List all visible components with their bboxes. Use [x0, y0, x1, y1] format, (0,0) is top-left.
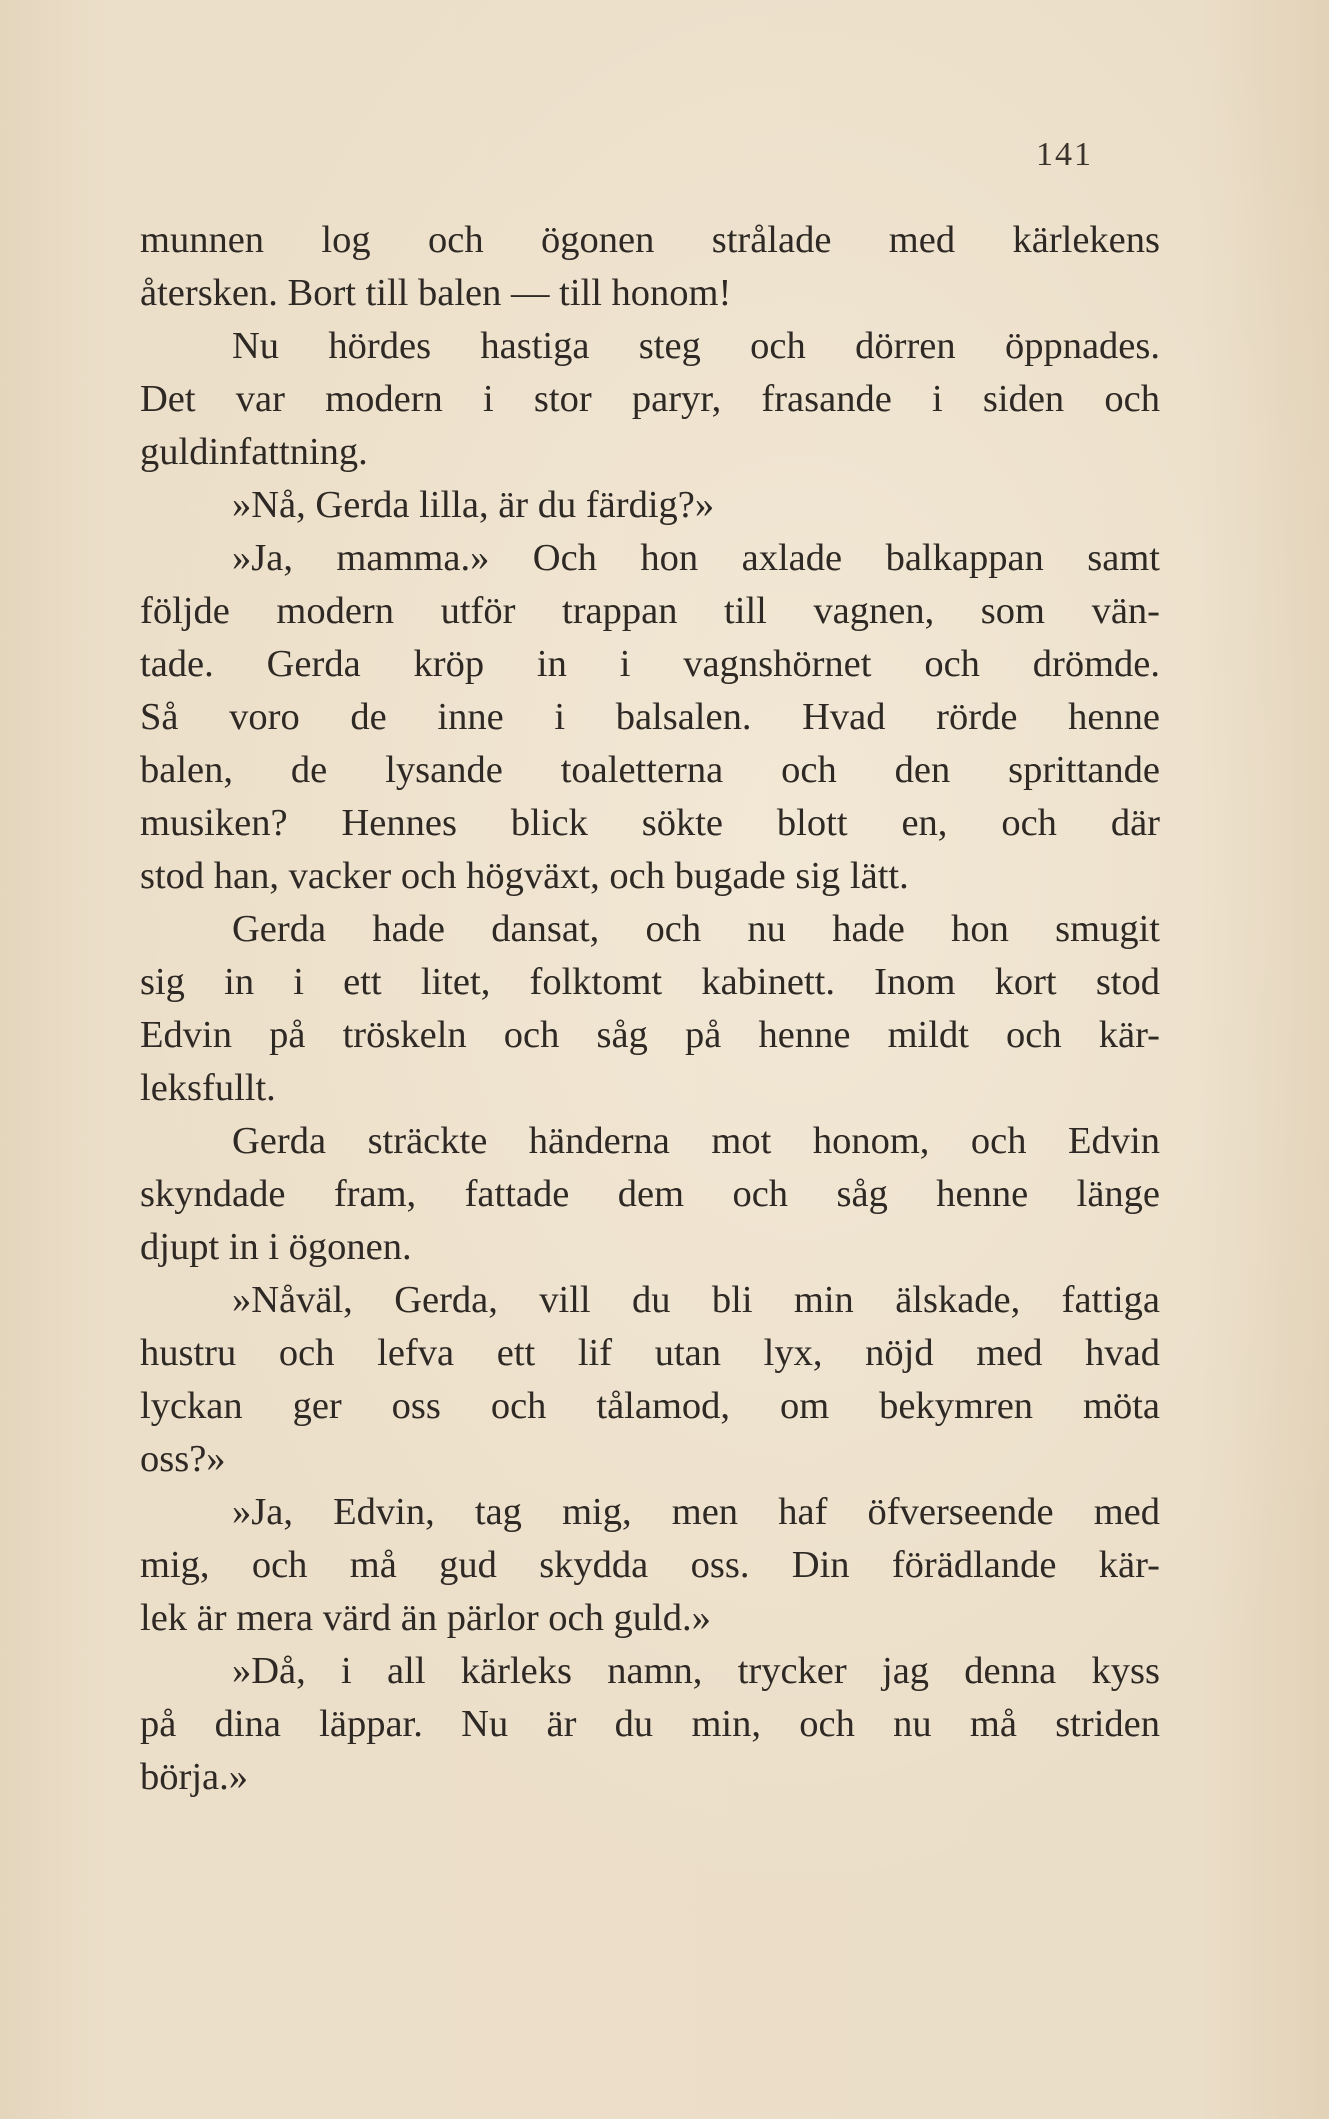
text-line: djupt in i ögonen.: [140, 1226, 412, 1268]
text-line: »Då, i all kärleks namn, trycker jag denna kyss: [232, 1650, 1160, 1692]
paragraph: [140, 1274, 1160, 1486]
text-line: musiken? Hennes blick sökte blott en, och där: [140, 802, 1160, 844]
text-line: börja.»: [140, 1756, 248, 1798]
text-line: sig in i ett litet, folktomt kabinett. Inom kort stod: [140, 961, 1160, 1003]
page-number: 141: [1036, 136, 1093, 173]
text-line: Edvin på tröskeln och såg på henne mildt och kär-: [140, 1014, 1160, 1056]
text-line: guldinfattning.: [140, 431, 368, 473]
body-text: [140, 214, 1160, 1804]
text-line: på dina läppar. Nu är du min, och nu må striden: [140, 1703, 1160, 1745]
text-line: stod han, vacker och högväxt, och bugade sig lätt.: [140, 855, 909, 897]
text-line: Nu hördes hastiga steg och dörren öppnades.: [232, 325, 1160, 367]
paragraph: [140, 1645, 1160, 1804]
text-line: följde modern utför trappan till vagnen, som vän-: [140, 590, 1160, 632]
text-line: tade. Gerda kröp in i vagnshörnet och drömde.: [140, 643, 1160, 685]
text-line: balen, de lysande toaletterna och den sprittande: [140, 749, 1160, 791]
text-line: »Nå, Gerda lilla, är du färdig?»: [232, 484, 715, 526]
text-line: lyckan ger oss och tålamod, om bekymren möta: [140, 1385, 1160, 1427]
text-line: »Nåväl, Gerda, vill du bli min älskade, fattiga: [232, 1279, 1160, 1321]
text-line: »Ja, mamma.» Och hon axlade balkappan samt: [232, 537, 1160, 579]
text-line: »Ja, Edvin, tag mig, men haf öfverseende med: [232, 1491, 1160, 1533]
paragraph: [140, 532, 1160, 903]
text-line: munnen log och ögonen strålade med kärlekens: [140, 219, 1160, 261]
paragraph: [140, 1115, 1160, 1274]
text-line: Det var modern i stor paryr, frasande i siden och: [140, 378, 1160, 420]
paragraph: [140, 1486, 1160, 1645]
text-line: mig, och må gud skydda oss. Din förädlande kär-: [140, 1544, 1160, 1586]
text-line: hustru och lefva ett lif utan lyx, nöjd med hvad: [140, 1332, 1160, 1374]
paragraph: [140, 320, 1160, 479]
text-line: skyndade fram, fattade dem och såg henne länge: [140, 1173, 1160, 1215]
text-line: Så voro de inne i balsalen. Hvad rörde henne: [140, 696, 1160, 738]
text-line: återsken. Bort till balen — till honom!: [140, 272, 732, 314]
text-line: leksfullt.: [140, 1067, 276, 1109]
text-line: Gerda sträckte händerna mot honom, och Edvin: [232, 1120, 1160, 1162]
text-line: lek är mera värd än pärlor och guld.»: [140, 1597, 711, 1639]
paragraph: [140, 903, 1160, 1115]
paragraph: [140, 214, 1160, 320]
text-line: oss?»: [140, 1438, 226, 1480]
text-line: Gerda hade dansat, och nu hade hon smugit: [232, 908, 1160, 950]
paragraph: [140, 479, 1160, 532]
